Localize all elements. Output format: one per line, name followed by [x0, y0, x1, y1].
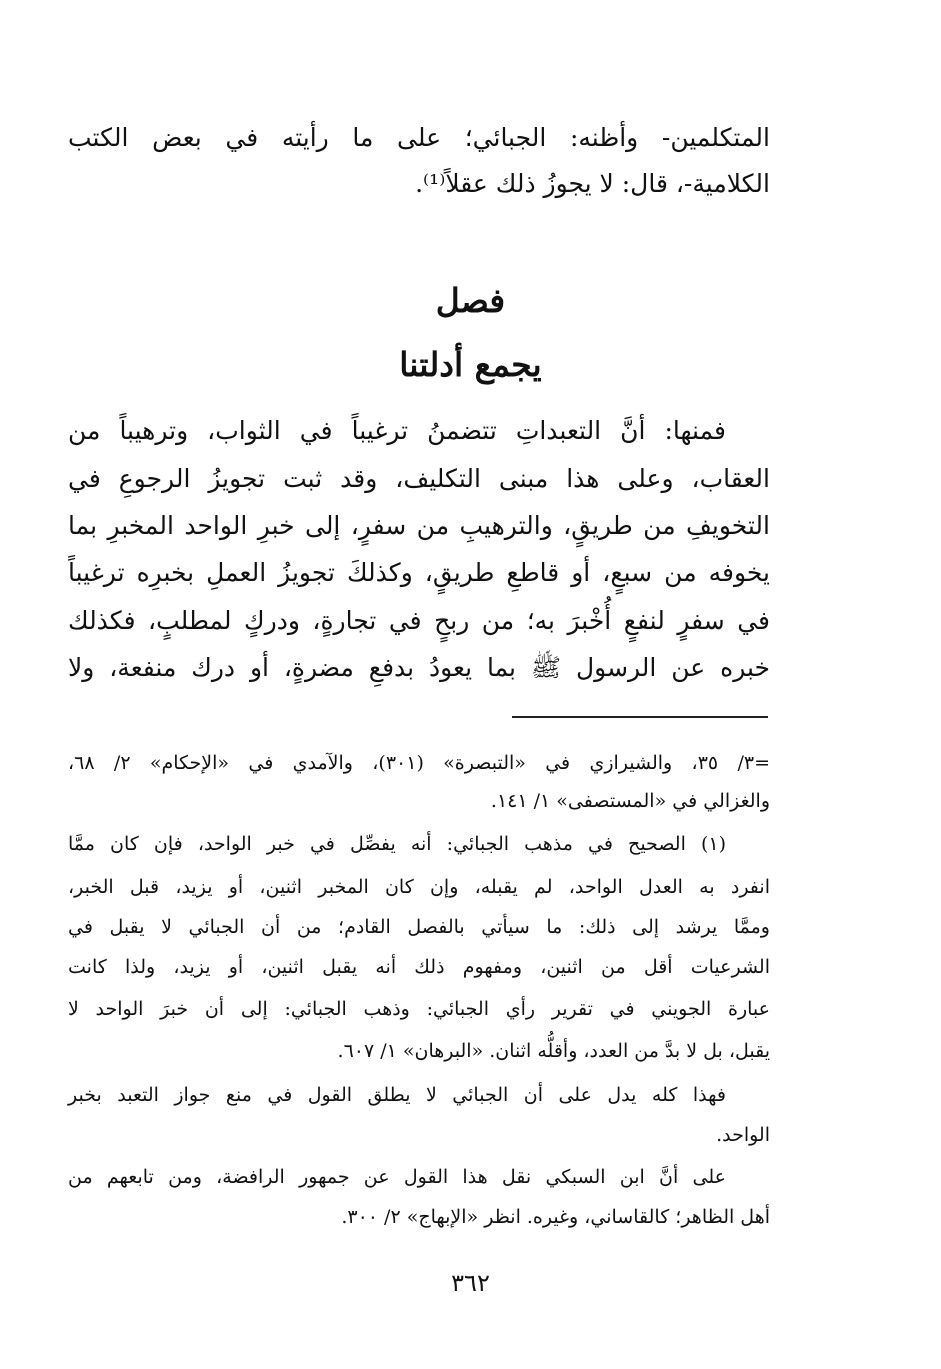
footnote-line: =٣/ ٣٥، والشيرازي في «التبصرة» (٣٠١)، والآمدي في «الإحكام» ٢/ ٦٨،: [68, 752, 770, 774]
body-line: يخوفه من سبعٍ، أو قاطعِ طريقٍ، وكذلكَ تجويزُ العملِ بخبرِه ترغيباً: [68, 558, 770, 587]
body-line: التخويفِ من طريقٍ، والترهيبِ من سفرٍ، إلى خبرِ الواحد المخبرِ بما: [68, 511, 770, 540]
footnote-line: أهل الظاهر؛ كالقاساني، وغيره. انظر «الإبهاج» ٢/ ٣٠٠.: [341, 1206, 770, 1228]
footnote-line: على أنَّ ابن السبكي نقل هذا القول عن جمهور الرافضة، ومن تابعهم من: [68, 1166, 726, 1188]
footnote-line: يقبل، بل لا بدَّ من العدد، وأقلُّه اثنان. «البرهان» ١/ ٦٠٧.: [337, 1040, 770, 1062]
footnote-line: والغزالي في «المستصفى» ١/ ١٤١.: [490, 790, 770, 812]
footnote-line: الواحد.: [716, 1124, 770, 1146]
footnote-line: الشرعيات أقل من اثنين، ومفهوم ذلك أنه يقبل اثنين، أو يزيد، ولذا كانت: [68, 956, 770, 978]
body-line: في سفرٍ لنفعٍ أُخْبرَ به؛ من ربحٍ في تجارةٍ، ودركٍ لمطلبٍ، فكذلك: [68, 606, 770, 635]
footnote-line: وممَّا يرشد إلى ذلك: ما سيأتي بالفصل القادم؛ من أن الجبائي لا يقبل في: [68, 916, 770, 938]
body-line: خبره عن الرسول ﷺ بما يعودُ بدفعِ مضرةٍ، أو درك منفعة، ولا: [68, 653, 770, 682]
footnote-divider: [512, 716, 768, 718]
body-line: العقاب، وعلى هذا مبنى التكليف، وقد ثبت تجويزُ الرجوعِ في: [68, 464, 770, 493]
section-subtitle: يجمع أدلتنا: [399, 345, 542, 384]
section-title: فصل: [435, 281, 506, 320]
body-line: فمنها: أنَّ التعبداتِ تتضمنُ ترغيباً في الثواب، وترهيباً من: [68, 416, 726, 445]
footnote-line: انفرد به العدل الواحد، لم يقبله، وإن كان المخبر اثنين، أو يزيد، قبل الخبر،: [68, 876, 770, 898]
footnote-line: عبارة الجويني في تقرير رأي الجبائي: وذهب الجبائي: إلى أن خبرَ الواحد لا: [68, 998, 770, 1020]
page-number: ٣٦٢: [451, 1269, 490, 1297]
footnote-line: فهذا كله يدل على أن الجبائي لا يطلق القول في منع جواز التعبد بخبر: [68, 1084, 726, 1106]
intro-line-1: المتكلمين- وأظنه: الجبائي؛ على ما رأيته في بعض الكتب: [68, 123, 770, 152]
intro-line-2: الكلامية-، قال: لا يجوزُ ذلك عقلاً⁽¹⁾.: [415, 169, 770, 198]
footnote-line: (١) الصحيح في مذهب الجبائي: أنه يفصِّل في خبر الواحد، فإن كان ممَّا: [68, 833, 726, 855]
